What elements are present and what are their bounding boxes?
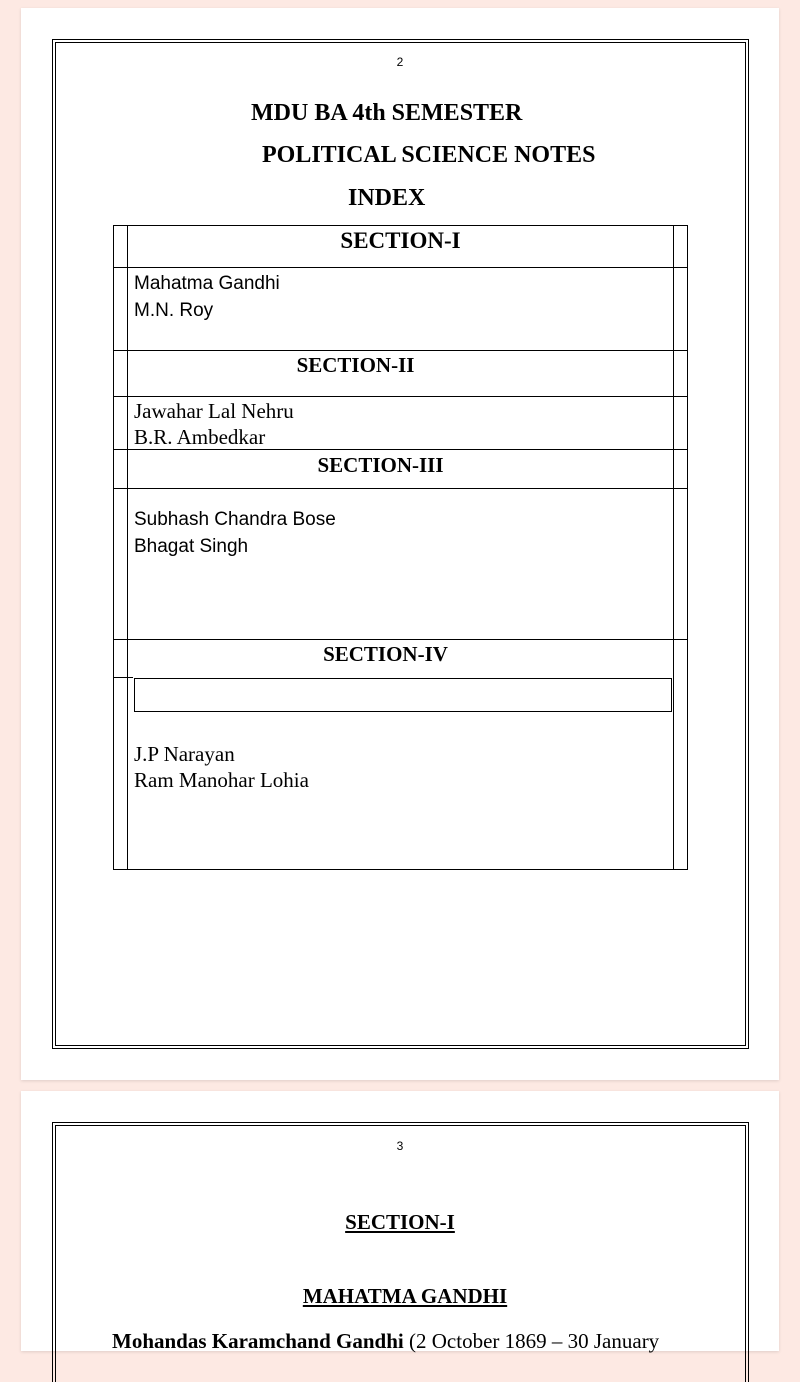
document-title: MDU BA 4th SEMESTER	[251, 100, 523, 126]
document-page-3	[21, 1091, 779, 1351]
list-item: B.R. Ambedkar	[134, 425, 266, 449]
list-item: Mahatma Gandhi	[134, 273, 280, 294]
section-3-list	[134, 506, 336, 560]
section-4-list	[134, 741, 309, 793]
list-item: J.P Narayan	[134, 742, 235, 766]
list-item: Jawahar Lal Nehru	[134, 399, 294, 423]
section-heading: SECTION-I	[345, 1210, 455, 1234]
list-item: M.N. Roy	[134, 300, 214, 321]
index-heading: INDEX	[348, 185, 426, 211]
list-item: Subhash Chandra Bose	[134, 509, 336, 530]
list-item: Ram Manohar Lohia	[134, 768, 309, 792]
chapter-heading: MAHATMA GANDHI	[302, 1284, 508, 1308]
page-number: 2	[396, 55, 404, 69]
section-1-heading: SECTION-I	[340, 228, 461, 253]
section-2-list	[134, 398, 294, 450]
list-item: Bhagat Singh	[134, 536, 249, 557]
section-1-list	[134, 270, 280, 324]
bold-name: Mohandas Karamchand Gandhi	[112, 1329, 404, 1353]
section-4-heading: SECTION-IV	[323, 642, 448, 666]
document-subtitle: POLITICAL SCIENCE NOTES	[262, 142, 596, 168]
paragraph-text: (2 October 1869 – 30 January	[403, 1329, 660, 1353]
section-3-heading: SECTION-III	[317, 453, 444, 477]
body-paragraph	[112, 1329, 712, 1354]
section-2-heading: SECTION-II	[296, 353, 415, 377]
empty-text-box	[134, 678, 672, 712]
page-number: 3	[396, 1139, 404, 1153]
